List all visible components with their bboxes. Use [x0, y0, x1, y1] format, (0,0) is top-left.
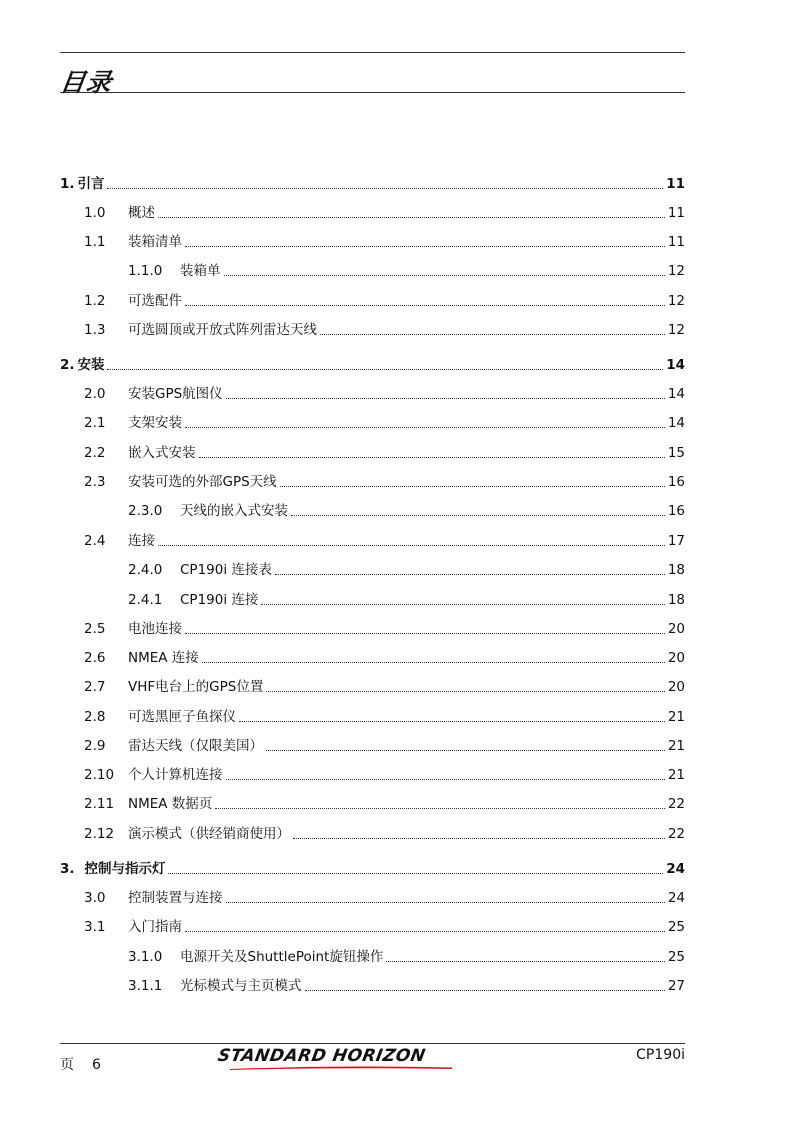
toc-entry-number: 2.4.1	[128, 592, 163, 608]
toc-entry-label: 电池连接	[128, 621, 182, 637]
toc-leader-dots	[185, 305, 665, 306]
toc-entry-number: 2.4	[84, 533, 106, 549]
toc-leader-dots	[185, 931, 665, 932]
toc-leader-dots	[226, 902, 665, 903]
toc-entry[interactable]	[84, 528, 685, 550]
toc-leader-dots	[185, 246, 665, 247]
toc-entry[interactable]	[84, 821, 685, 843]
toc-entry[interactable]	[84, 791, 685, 813]
toc-entry-label: VHF电台上的GPS位置	[128, 679, 264, 695]
toc-leader-dots	[266, 750, 665, 751]
toc-entry-page: 25	[667, 919, 685, 935]
page-title: 目录	[58, 68, 115, 97]
toc-entry-label: 装箱单	[180, 263, 221, 279]
toc-entry-number: 2.	[60, 357, 75, 373]
toc-entry-page: 27	[667, 978, 685, 994]
toc-leader-dots	[239, 721, 665, 722]
toc-entry-label: 天线的嵌入式安装	[180, 503, 288, 519]
toc-entry-page: 15	[667, 445, 685, 461]
toc-leader-dots	[386, 961, 664, 962]
title-rule	[60, 92, 685, 93]
toc-entry-page: 11	[667, 234, 685, 250]
toc-entry-number: 1.1.0	[128, 263, 163, 279]
toc-entry-page: 18	[667, 592, 685, 608]
toc-entry-page: 11	[667, 205, 685, 221]
toc-entry-label: 安装GPS航图仪	[128, 386, 223, 402]
toc-entry-label: CP190i 连接	[180, 592, 259, 608]
toc-entry-page: 20	[667, 621, 685, 637]
toc-entry-number: 1.0	[84, 205, 106, 221]
toc-entry[interactable]	[84, 229, 685, 251]
toc-leader-dots	[158, 217, 665, 218]
toc-entry-page: 18	[667, 562, 685, 578]
toc-entry-label: 嵌入式安装	[128, 445, 196, 461]
toc-entry[interactable]	[84, 914, 685, 936]
footer-page-label: 页	[60, 1057, 74, 1073]
toc-entry-label: 装箱清单	[128, 234, 182, 250]
toc-entry-number: 2.9	[84, 738, 106, 754]
toc-entry[interactable]	[84, 469, 685, 491]
model-name: CP190i	[636, 1047, 685, 1063]
toc-entry-number: 2.12	[84, 826, 115, 842]
toc-entry[interactable]	[60, 856, 685, 878]
toc-entry[interactable]	[128, 587, 685, 609]
toc-leader-dots	[266, 691, 664, 692]
toc-entry-number: 2.0	[84, 386, 106, 402]
toc-entry-page: 24	[667, 890, 685, 906]
toc-entry-number: 2.1	[84, 415, 106, 431]
toc-entry[interactable]	[128, 557, 685, 579]
toc-entry-page: 14	[666, 357, 685, 373]
toc-entry-page: 25	[667, 949, 685, 965]
toc-entry-page: 12	[667, 322, 685, 338]
toc-entry-page: 14	[667, 415, 685, 431]
toc-entry[interactable]	[128, 498, 685, 520]
footer-page-number: 6	[92, 1057, 101, 1073]
toc-entry[interactable]	[84, 288, 685, 310]
toc-entry-label: CP190i 连接表	[180, 562, 272, 578]
toc-entry-number: 3.1.0	[128, 949, 163, 965]
toc-entry-page: 12	[667, 293, 685, 309]
toc-entry-number: 2.6	[84, 650, 106, 666]
toc-entry-label: 可选圆顶或开放式阵列雷达天线	[128, 322, 317, 338]
toc-leader-dots	[107, 369, 664, 370]
toc-entry-page: 21	[667, 738, 685, 754]
toc-entry[interactable]	[84, 317, 685, 339]
toc-leader-dots	[199, 457, 665, 458]
toc-entry-label: 控制与指示灯	[84, 861, 166, 877]
toc-entry-page: 16	[667, 503, 685, 519]
toc-entry[interactable]	[60, 171, 685, 193]
toc-entry-page: 20	[667, 679, 685, 695]
brand-swoosh-icon	[230, 1066, 452, 1070]
toc-entry-number: 3.1	[84, 919, 106, 935]
toc-entry[interactable]	[84, 674, 685, 696]
toc-entry-page: 20	[667, 650, 685, 666]
toc-entry-page: 16	[667, 474, 685, 490]
toc-entry-number: 2.3	[84, 474, 106, 490]
toc-leader-dots	[158, 545, 665, 546]
toc-entry-page: 11	[666, 176, 685, 192]
toc-entry-number: 2.2	[84, 445, 106, 461]
toc-entry-number: 2.5	[84, 621, 106, 637]
toc-entry-label: 电源开关及ShuttlePoint旋钮操作	[180, 949, 384, 965]
toc-entry-page: 22	[667, 826, 685, 842]
toc-leader-dots	[185, 427, 665, 428]
toc-entry[interactable]	[84, 616, 685, 638]
toc-leader-dots	[293, 838, 665, 839]
toc-entry[interactable]	[60, 352, 685, 374]
toc-entry-number: 1.2	[84, 293, 106, 309]
toc-entry-label: NMEA 数据页	[128, 796, 213, 812]
toc-entry-number: 1.1	[84, 234, 106, 250]
toc-leader-dots	[291, 515, 665, 516]
toc-entry-label: 个人计算机连接	[128, 767, 223, 783]
toc-entry-number: 3.0	[84, 890, 106, 906]
toc-entry-number: 2.7	[84, 679, 106, 695]
toc-entry-label: 雷达天线（仅限美国）	[128, 738, 263, 754]
toc-entry-page: 12	[667, 263, 685, 279]
toc-leader-dots	[224, 275, 665, 276]
toc-leader-dots	[320, 334, 665, 335]
brand-logo: STANDARD HORIZON	[216, 1046, 428, 1066]
toc-entry-number: 3.1.1	[128, 978, 163, 994]
toc-entry-page: 24	[666, 861, 685, 877]
toc-entry-label: 可选黑匣子鱼探仪	[128, 709, 236, 725]
toc-entry[interactable]	[84, 381, 685, 403]
toc-entry-number: 1.	[60, 176, 75, 192]
toc-entry-label: 连接	[128, 533, 155, 549]
toc-entry-label: 入门指南	[128, 919, 182, 935]
toc-entry[interactable]	[128, 973, 685, 995]
toc-leader-dots	[261, 604, 664, 605]
toc-entry-label: 演示模式（供经销商使用）	[128, 826, 290, 842]
toc-leader-dots	[215, 808, 665, 809]
toc-entry[interactable]	[84, 200, 685, 222]
toc-entry[interactable]	[128, 944, 685, 966]
toc-entry-page: 21	[667, 709, 685, 725]
toc-entry-label: 光标模式与主页模式	[180, 978, 302, 994]
toc-entry[interactable]	[84, 645, 685, 667]
toc-entry[interactable]	[84, 762, 685, 784]
toc-leader-dots	[107, 188, 664, 189]
toc-entry-number: 2.8	[84, 709, 106, 725]
toc-entry-page: 21	[667, 767, 685, 783]
toc-entry[interactable]	[84, 704, 685, 726]
toc-entry-page: 22	[667, 796, 685, 812]
toc-entry-number: 1.3	[84, 322, 106, 338]
toc-leader-dots	[305, 990, 665, 991]
toc-entry-label: NMEA 连接	[128, 650, 199, 666]
toc-entry[interactable]	[84, 410, 685, 432]
toc-entry[interactable]	[84, 440, 685, 462]
top-rule	[60, 52, 685, 53]
footer-rule	[60, 1043, 685, 1044]
toc-entry[interactable]	[128, 258, 685, 280]
toc-leader-dots	[226, 779, 665, 780]
toc-entry-page: 14	[667, 386, 685, 402]
toc-leader-dots	[226, 398, 665, 399]
toc-entry-label: 安装可选的外部GPS天线	[128, 474, 277, 490]
footer-page	[60, 1054, 101, 1074]
toc-entry-label: 引言	[77, 176, 105, 192]
toc-entry-number: 2.11	[84, 796, 115, 812]
toc-entry-label: 概述	[128, 205, 155, 221]
toc-leader-dots	[168, 873, 664, 874]
toc-leader-dots	[185, 633, 665, 634]
toc-entry-number: 2.10	[84, 767, 115, 783]
toc-leader-dots	[202, 662, 665, 663]
toc-entry-page: 17	[667, 533, 685, 549]
toc-entry-number: 2.4.0	[128, 562, 163, 578]
toc-entry-label: 可选配件	[128, 293, 182, 309]
toc-entry-label: 支架安装	[128, 415, 182, 431]
toc-entry-number: 3.	[60, 861, 75, 877]
toc-entry[interactable]	[84, 733, 685, 755]
toc-leader-dots	[275, 574, 665, 575]
toc-entry[interactable]	[84, 885, 685, 907]
toc-entry-number: 2.3.0	[128, 503, 163, 519]
toc-entry-label: 安装	[77, 357, 105, 373]
toc-entry-label: 控制装置与连接	[128, 890, 223, 906]
toc-leader-dots	[280, 486, 665, 487]
